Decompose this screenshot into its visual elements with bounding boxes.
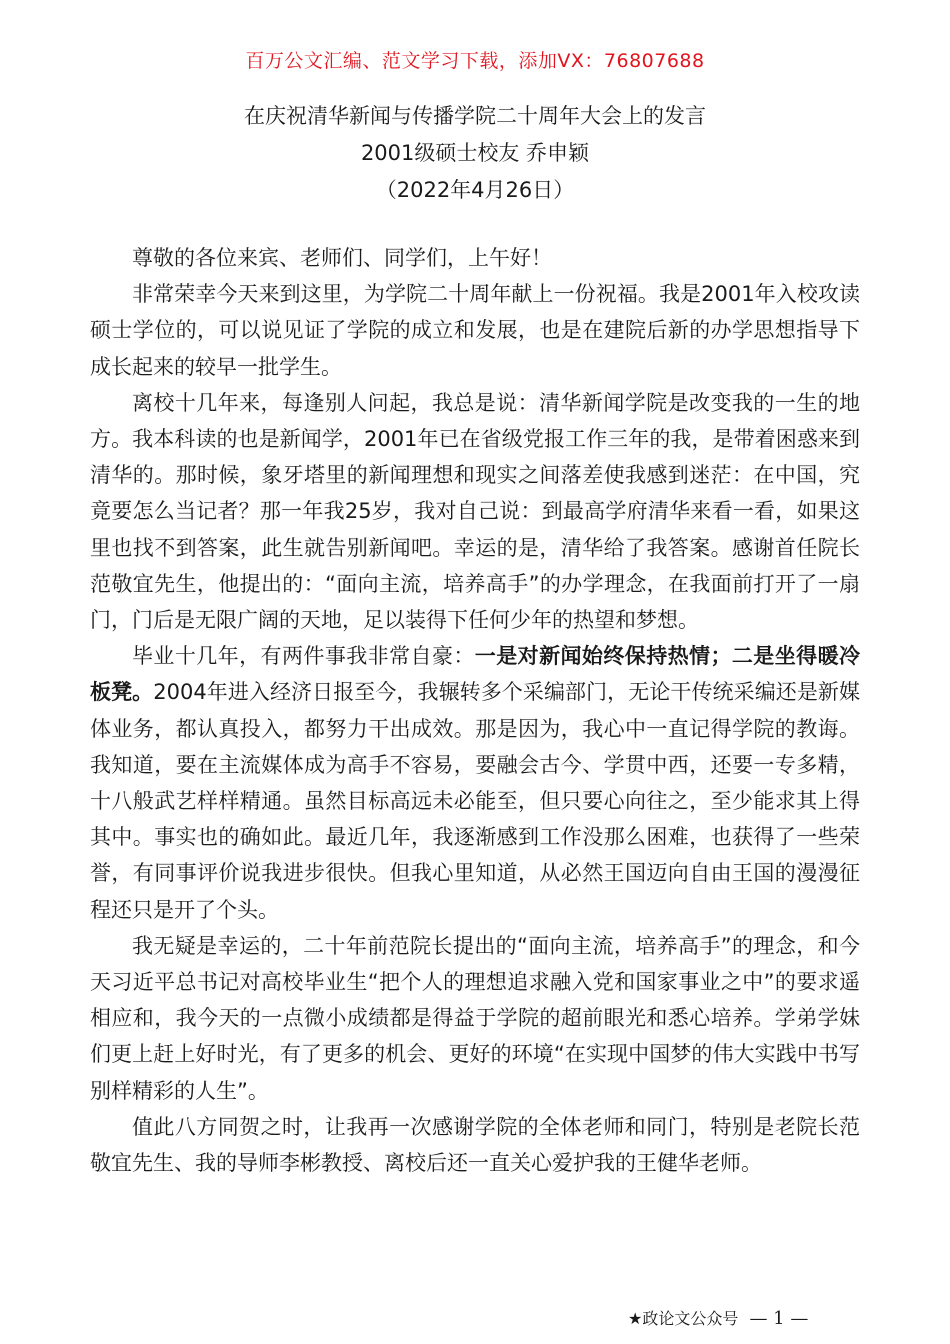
paragraph <box>90 638 860 928</box>
paragraph: 非常荣幸今天来到这里，为学院二十周年献上一份祝福。我是2001年入校攻读硕士学位的，可以说见证了学院的成立和发展，也是在建院后新的办学思想指导下成长起来的较早一批学生。 <box>90 282 860 379</box>
paragraph-greeting: 尊敬的各位来宾、老师们、同学们，上午好！ <box>132 246 552 270</box>
speech-title-block <box>0 98 950 209</box>
page-footer <box>628 1306 808 1329</box>
paragraph-text: 2004年进入经济日报至今，我辗转多个采编部门，无论干传统采编还是新媒体业务，都认真投入，都努力干出成效。那是因为，我心中一直记得学院的教诲。我知道，要在主流媒体成为高手不容易，要融会古今、学贯中西，还要一专多精，十八般武艺样样精通。虽然目标高远未必能至，但只要心向往之，至少能求其上得其中。事实也的确如此。最近几年，我逐渐感到工作没那么困难，也获得了一些荣誉，有同事评价说我进步很快。但我心里知道，从必然王国迈向自由王国的漫漫征程还只是开了个头。 <box>90 680 860 922</box>
speech-title: 在庆祝清华新闻与传播学院二十周年大会上的发言 <box>244 104 706 128</box>
paragraph: 我无疑是幸运的，二十年前范院长提出的“面向主流，培养高手”的理念，和今天习近平总书记对高校毕业生“把个人的理想追求融入党和国家事业之中”的要求遥相应和，我今天的一点微小成绩都是得益于学院的超前眼光和悉心培养。学弟学妹们更上赶上好时光，有了更多的机会、更好的环境“在实现中国梦的伟大实践中书写别样精彩的人生”。 <box>90 933 860 1103</box>
speech-date: （2022年4月26日） <box>375 178 575 202</box>
page-number: — 1 — <box>749 1308 809 1329</box>
paragraph: 值此八方同贺之时，让我再一次感谢学院的全体老师和同门，特别是老院长范敬宜先生、我的导师李彬教授、离校后还一直关心爱护我的王健华老师。 <box>90 1114 860 1176</box>
bold-emphasis: 一是对新闻始终保持热情；二是坐得暖冷板凳。 <box>90 644 861 705</box>
paragraph-text: 毕业十几年，有两件事我非常自豪： <box>132 644 475 669</box>
download-banner: 百万公文汇编、范文学习下载，添加VX：76807688 <box>245 50 705 72</box>
speech-body <box>90 240 860 1181</box>
speaker-line: 2001级硕士校友 乔申颖 <box>360 141 590 165</box>
paragraph: 离校十几年来，每逢别人问起，我总是说：清华新闻学院是改变我的一生的地方。我本科读的也是新闻学，2001年已在省级党报工作三年的我，是带着困惑来到清华的。那时候，象牙塔里的新闻理想和现实之间落差使我感到迷茫：在中国，究竟要怎么当记者？那一年我25岁，我对自己说：到最高学府清华来看一看，如果这里也找不到答案，此生就告别新闻吧。幸运的是，清华给了我答案。感谢首任院长范敬宜先生，他提出的：“面向主流，培养高手”的办学理念，在我面前打开了一扇门，门后是无限广阔的天地，足以装得下任何少年的热望和梦想。 <box>90 390 860 633</box>
footer-label: ★政论文公众号 <box>628 1309 739 1328</box>
